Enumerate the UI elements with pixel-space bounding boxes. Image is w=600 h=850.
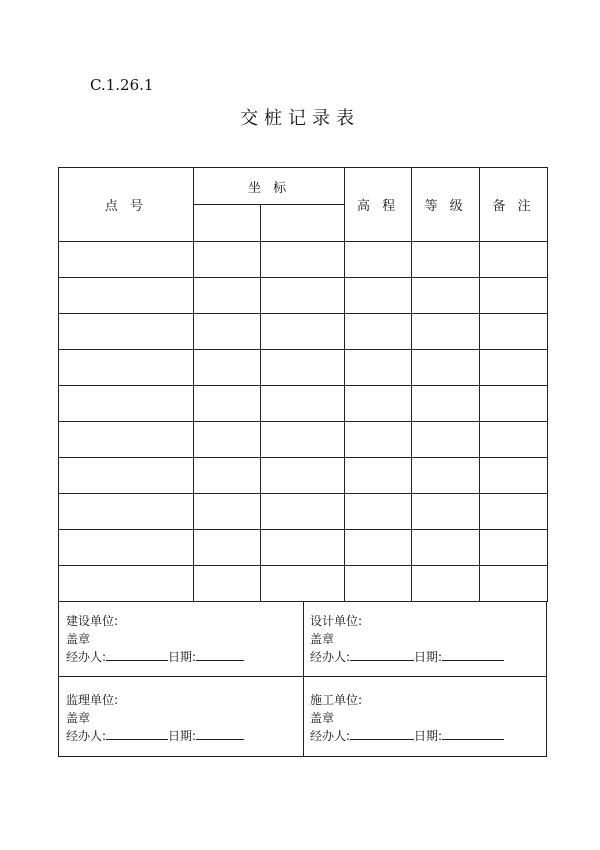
- table-cell[interactable]: [480, 422, 548, 458]
- table-cell[interactable]: [59, 242, 194, 278]
- handler-label: 经办人:: [66, 650, 107, 664]
- header-remarks: 备 注: [480, 168, 548, 242]
- table-cell[interactable]: [412, 530, 480, 566]
- table-row: [59, 314, 548, 350]
- table-cell[interactable]: [412, 242, 480, 278]
- date-blank[interactable]: [442, 648, 504, 661]
- signature-construct-unit: [310, 691, 504, 745]
- table-cell[interactable]: [194, 458, 261, 494]
- table-row: [59, 530, 548, 566]
- stamp-label: 盖章: [310, 632, 335, 646]
- stamp-label: 盖章: [66, 632, 91, 646]
- table-cell[interactable]: [480, 530, 548, 566]
- table-cell[interactable]: [480, 278, 548, 314]
- date-label: 日期:: [168, 729, 197, 743]
- table-cell[interactable]: [345, 278, 412, 314]
- table-cell[interactable]: [261, 350, 345, 386]
- handler-blank[interactable]: [350, 727, 414, 740]
- table-cell[interactable]: [261, 314, 345, 350]
- table-cell[interactable]: [194, 386, 261, 422]
- table-cell[interactable]: [194, 242, 261, 278]
- table-cell[interactable]: [194, 278, 261, 314]
- header-grade: 等 级: [412, 168, 480, 242]
- header-coordinates: 坐 标: [194, 168, 345, 205]
- table-cell[interactable]: [59, 566, 194, 602]
- date-label: 日期:: [414, 650, 443, 664]
- table-row: [59, 422, 548, 458]
- table-cell[interactable]: [412, 458, 480, 494]
- table-cell[interactable]: [261, 494, 345, 530]
- unit-label: 建设单位:: [66, 614, 119, 628]
- table-cell[interactable]: [194, 350, 261, 386]
- table-row: [59, 386, 548, 422]
- table-cell[interactable]: [194, 566, 261, 602]
- table-cell[interactable]: [345, 458, 412, 494]
- table-row: [59, 494, 548, 530]
- table-row: [59, 566, 548, 602]
- signature-section: [58, 601, 547, 757]
- table-cell[interactable]: [261, 386, 345, 422]
- header-point-number: 点 号: [59, 168, 194, 242]
- table-cell[interactable]: [412, 422, 480, 458]
- document-code: C.1.26.1: [90, 76, 154, 94]
- stake-record-table: [58, 167, 548, 602]
- date-blank[interactable]: [196, 648, 244, 661]
- table-cell[interactable]: [345, 314, 412, 350]
- table-row: [59, 458, 548, 494]
- table-cell[interactable]: [194, 530, 261, 566]
- table-cell[interactable]: [480, 350, 548, 386]
- handler-blank[interactable]: [106, 648, 168, 661]
- table-cell[interactable]: [480, 494, 548, 530]
- table-cell[interactable]: [345, 386, 412, 422]
- handler-blank[interactable]: [106, 727, 168, 740]
- table-cell[interactable]: [345, 494, 412, 530]
- header-coord-x: [194, 205, 261, 242]
- signature-design-unit: [310, 612, 504, 666]
- handler-blank[interactable]: [350, 648, 414, 661]
- table-cell[interactable]: [345, 422, 412, 458]
- unit-label: 设计单位:: [310, 614, 363, 628]
- table-cell[interactable]: [59, 314, 194, 350]
- table-cell[interactable]: [194, 494, 261, 530]
- signature-build-unit: [66, 612, 244, 666]
- table-cell[interactable]: [480, 242, 548, 278]
- signature-divider-horizontal: [59, 676, 546, 677]
- table-cell[interactable]: [345, 530, 412, 566]
- table-cell[interactable]: [412, 494, 480, 530]
- date-label: 日期:: [168, 650, 197, 664]
- date-blank[interactable]: [442, 727, 504, 740]
- table-cell[interactable]: [194, 314, 261, 350]
- handler-label: 经办人:: [66, 729, 107, 743]
- handler-label: 经办人:: [310, 729, 351, 743]
- table-cell[interactable]: [59, 386, 194, 422]
- table-cell[interactable]: [261, 422, 345, 458]
- header-elevation: 高 程: [345, 168, 412, 242]
- table-cell[interactable]: [480, 566, 548, 602]
- table-cell[interactable]: [412, 566, 480, 602]
- page-title: 交桩记录表: [240, 108, 360, 129]
- table-cell[interactable]: [59, 422, 194, 458]
- table-cell[interactable]: [480, 386, 548, 422]
- table-cell[interactable]: [345, 242, 412, 278]
- table-cell[interactable]: [261, 530, 345, 566]
- table-cell[interactable]: [59, 350, 194, 386]
- table-row: [59, 278, 548, 314]
- table-cell[interactable]: [59, 530, 194, 566]
- signature-supervise-unit: [66, 691, 244, 745]
- table-cell[interactable]: [345, 566, 412, 602]
- table-cell[interactable]: [59, 278, 194, 314]
- table-row: [59, 242, 548, 278]
- table-cell[interactable]: [194, 422, 261, 458]
- table-cell[interactable]: [480, 314, 548, 350]
- signature-divider-vertical: [303, 601, 304, 756]
- stamp-label: 盖章: [66, 711, 91, 725]
- table-cell[interactable]: [261, 278, 345, 314]
- table-row: [59, 350, 548, 386]
- table-cell[interactable]: [412, 386, 480, 422]
- table-cell[interactable]: [480, 458, 548, 494]
- table-cell[interactable]: [412, 314, 480, 350]
- header-coord-y: [261, 205, 345, 242]
- table-cell[interactable]: [59, 494, 194, 530]
- table-cell[interactable]: [261, 458, 345, 494]
- table-cell[interactable]: [261, 242, 345, 278]
- stamp-label: 盖章: [310, 711, 335, 725]
- table-cell[interactable]: [59, 458, 194, 494]
- table-cell[interactable]: [412, 350, 480, 386]
- unit-label: 监理单位:: [66, 693, 119, 707]
- unit-label: 施工单位:: [310, 693, 363, 707]
- table-cell[interactable]: [412, 278, 480, 314]
- table-cell[interactable]: [261, 566, 345, 602]
- date-label: 日期:: [414, 729, 443, 743]
- handler-label: 经办人:: [310, 650, 351, 664]
- date-blank[interactable]: [196, 727, 244, 740]
- table-cell[interactable]: [345, 350, 412, 386]
